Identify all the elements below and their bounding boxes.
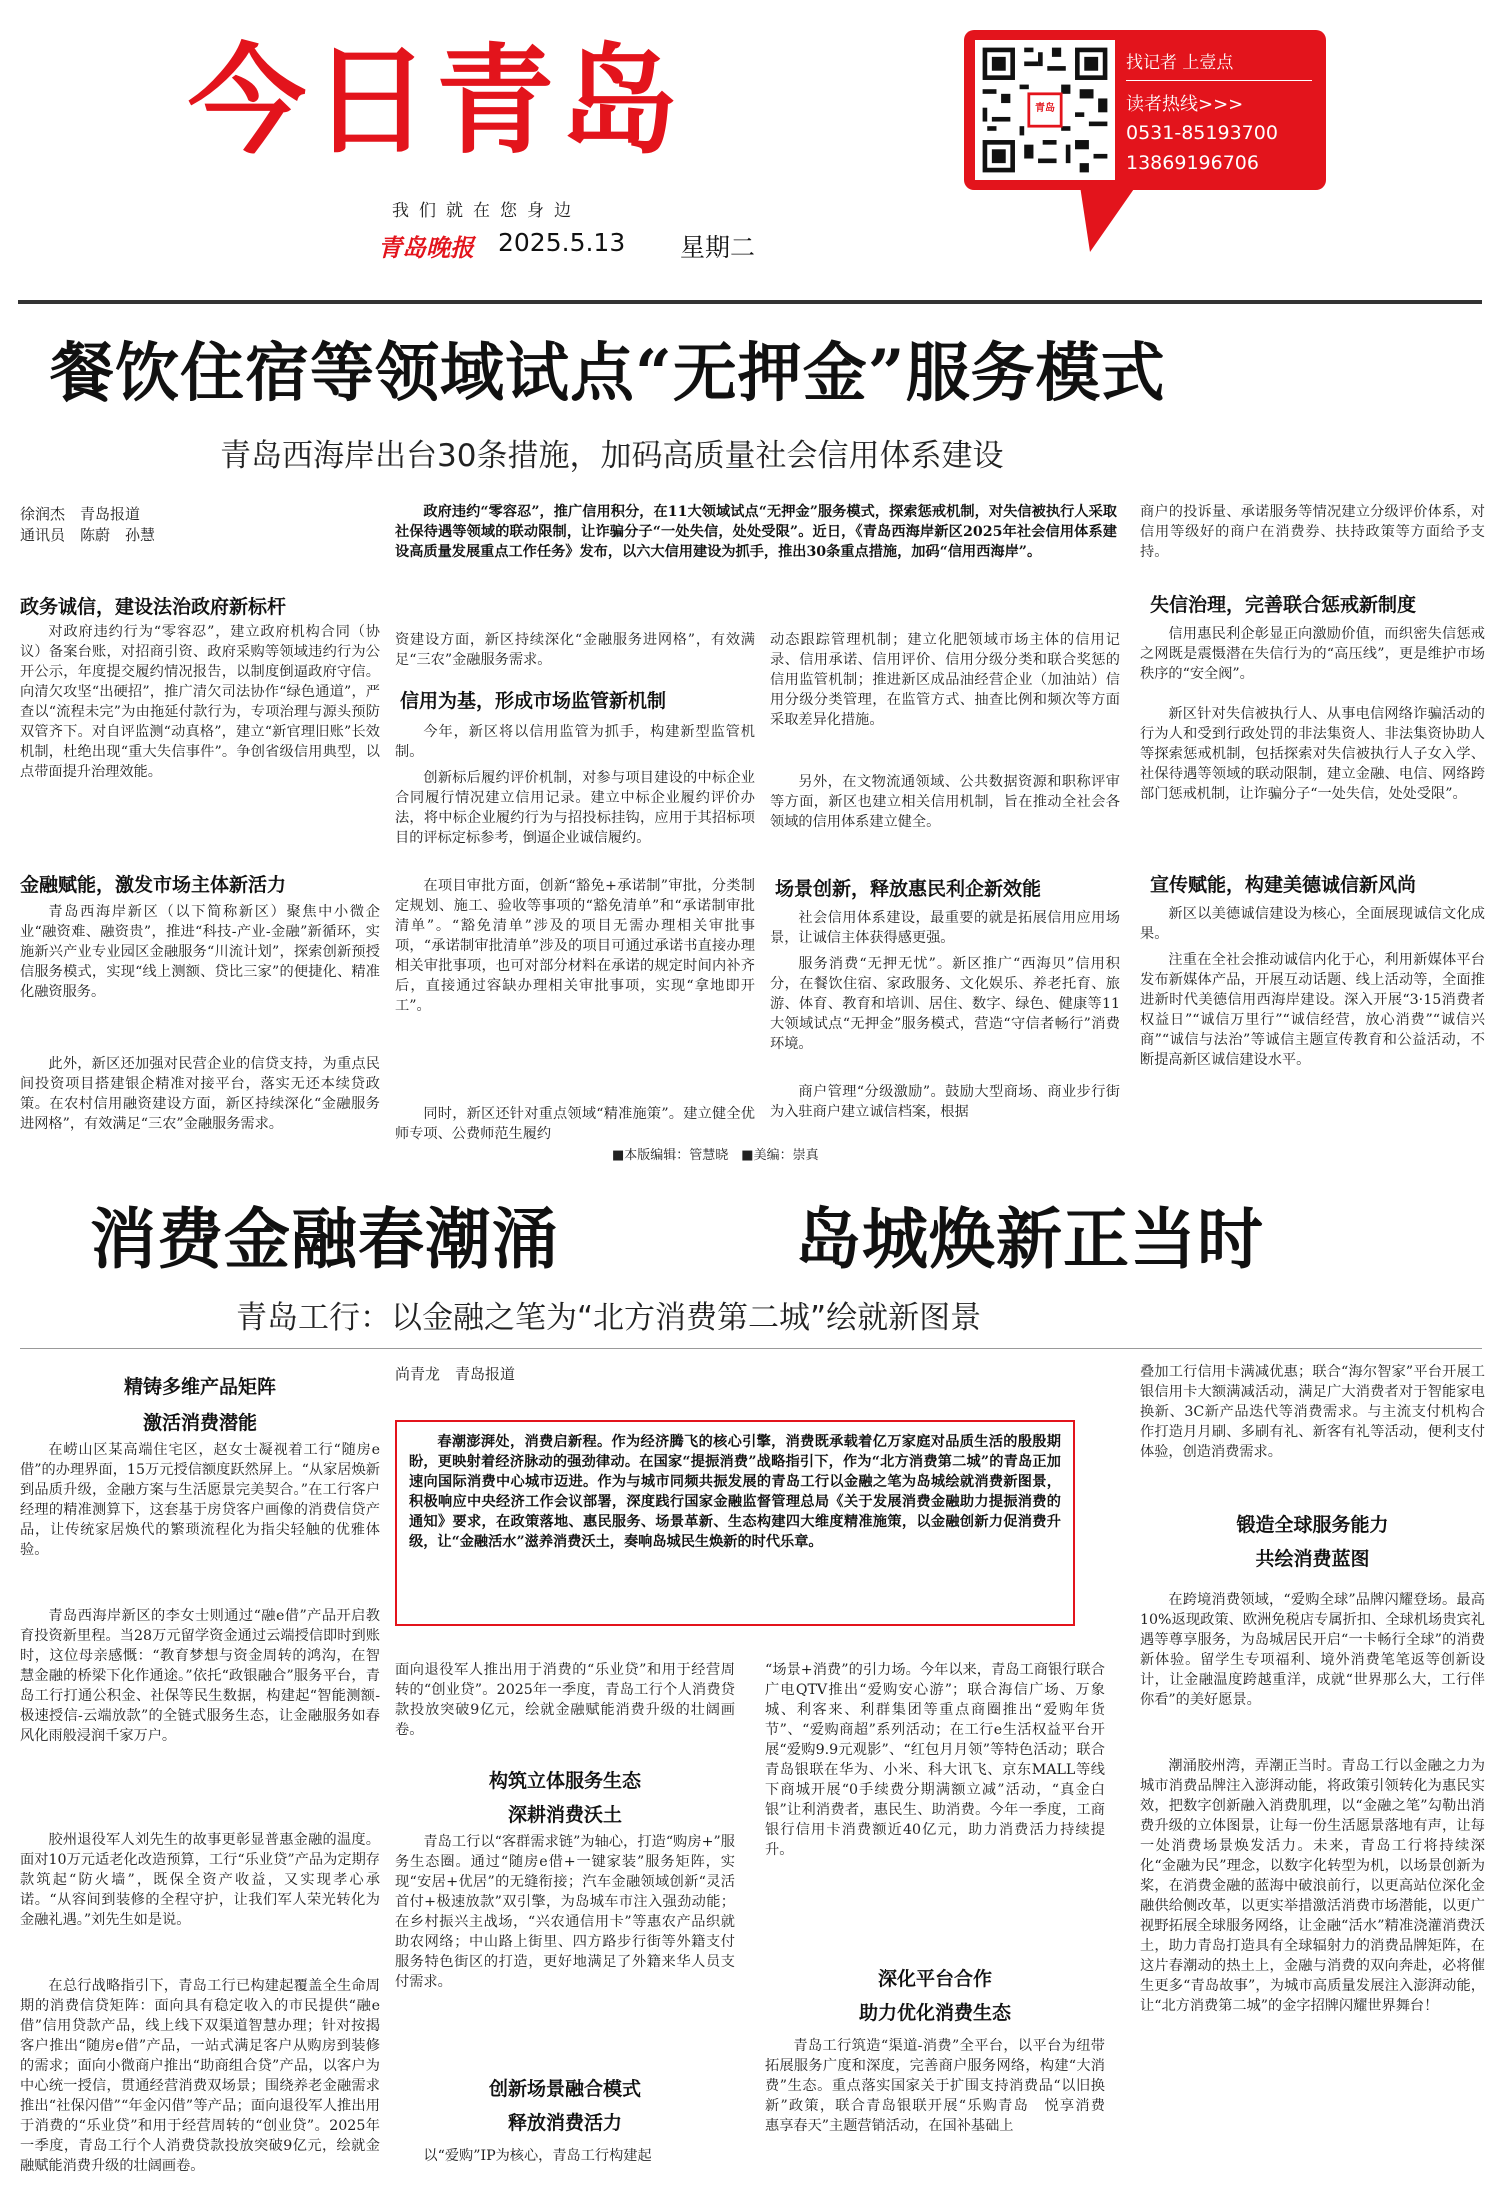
a1-section1-body: 对政府违约行为“零容忍”，建立政府机构合同（协议）备案台账，对招商引资、政府采购等领域违约行为公开公示，年度提交履约情况报告，以制度倒逼政府守信。向清欠攻坚“出硬招”，推广清欠司法协作“绿色通道”，严查以“流程未完”为由拖延付款行为，专项治理与源头预防双管齐下。对自评监测“动真格”，建立“新官理旧账”长效机制，杜绝出现“重大失信事件”。争创省级信用典型，以点带面提升治理效能。 [20,624,380,780]
article2-headline-b: 岛城焕新正当时 [795,1200,1264,1278]
a1-section4-body-1: 社会信用体系建设，最重要的就是拓展信用应用场景，让诚信主体获得感更强。 [770,910,1120,946]
masthead-slogan: 我们就在您身边 [392,201,581,221]
a2-section4-title-b: 助力优化消费生态 [858,2002,1011,2024]
a1-section3-title: 信用为基，形成市场监管新机制 [400,690,667,712]
a2-section1-body-1: 在崂山区某高端住宅区，赵女士凝视着工行“随房e借”的办理界面，15万元授信额度跃然屏上。“从家居焕新到品质升级，金融方案与生活愿景完美契合。”在工行客户经理的精准测算下，这套基于房贷客户画像的消费信贷产品，让传统家居焕代的繁琐流程化为指尖轻触的优雅体验。 [20,1442,380,1558]
page-editors: ■本版编辑：管慧晓 ■美编：崇真 [612,1148,819,1163]
a2-section4-title-a: 深化平台合作 [877,1968,992,1990]
article2-byline: 尚青龙 青岛报道 [395,1365,516,1383]
a1-section5-body-1: 信用惠民利企彰显正向激励价值，而织密失信惩戒之网既是震慑潜在失信行为的“高压线”，更是维护市场秩序的“安全阀”。 [1140,626,1485,682]
byline-reporter: 徐润杰 青岛报道 [20,505,141,523]
a1-section1-title: 政务诚信，建设法治政府新标杆 [20,596,287,618]
article1-subhead: 青岛西海岸出台30条措施，加码高质量社会信用体系建设 [220,438,1004,474]
a1-section6-body-1: 新区以美德诚信建设为核心，全面展现诚信文化成果。 [1140,906,1485,942]
a1-section2-body-2: 此外，新区还加强对民营企业的信贷支持，为重点民间投资项目搭建银企精准对接平台，落实无还本续贷政策。在农村信用融资建设方面，新区持续深化“金融服务进网格”，有效满足“三农”金融服务需求。 [20,1056,380,1132]
a1-section3-body-3: 在项目审批方面，创新“豁免+承诺制”审批，分类制定规划、施工、验收等事项的“豁免清单”和“承诺制审批清单”。“豁免清单”涉及的项目无需办理相关审批事项，“承诺制审批清单”涉及的项目可通过承诺书直接办理相关审批事项，也可对部分材料在承诺的规定时间内补齐后，直接通过容缺办理相关审批事项，实现“拿地即开工”。 [395,878,755,1014]
a2-section5-body-2: 潮涌胶州湾，弄潮正当时。青岛工行以金融之力为城市消费品牌注入澎湃动能，将政策引领转化为惠民实效，把数字创新融入消费肌理，以“金融之笔”勾勒出消费升级的立体图景，让每一份生活愿景落地有声，让每一处消费场景焕发活力。未来，青岛工行将持续深化“金融为民”理念，以数字化转型为机，以场景创新为桨，在消费金融的蓝海中破浪前行，以更高站位深化金融供给侧改革，以更实举措激活消费市场潜能，以更广视野拓展全球服务网络，让金融“活水”精准浇灌消费沃土，助力青岛打造具有全球辐射力的消费品牌矩阵，在这片春潮动的热土上，金融与消费的双向奔赴，必将催生更多“青岛故事”，为城市高质量发展注入澎湃动能，让“北方消费第二城”的金字招牌闪耀世界舞台！ [1140,1758,1485,2014]
a2-section2-title-a: 构筑立体服务生态 [488,1770,641,1792]
a1-section4-body-3-cont: 商户的投诉量、承诺服务等情况建立分级评价体系，对信用等级好的商户在消费券、扶持政策等方面给予支持。 [1140,504,1485,560]
article1-lede: 政府违约“零容忍”，推广信用积分，在11大领域试点“无押金”服务模式，探索惩戒机制，对失信被执行人采取社保待遇等领域的联动限制，让诈骗分子“一处失信，处处受限”。近日，《青岛西海岸新区2025年社会信用体系建设高质量发展重点工作任务》发布，以六大信用建设为抓手，推出30条重点措施，加码“信用西海岸”。 [395,504,1117,560]
hotline-phone-1: 0531-85193700 [1126,122,1278,144]
a2-section1-body-3: 胶州退役军人刘先生的故事更彰显普惠金融的温度。面对10万元适老化改造预算，工行“乐业贷”产品为定期存款筑起“防火墙”，既保全资产收益，又实现孝心承诺。“从容间到装修的全程守护，让我们军人荣光转化为金融礼遇。”刘先生如是说。 [20,1832,380,1928]
a2-section3-body-1: 以“爱购”IP为核心，青岛工行构建起 [423,2148,652,2164]
masthead-title: 今日青岛 [188,32,685,170]
a2-section1-body-4-cont: 面向退役军人推出用于消费的“乐业贷”和用于经营周转的“创业贷”。2025年一季度，青岛工行个人消费贷款投放突破9亿元，绘就金融赋能消费升级的壮阔画卷。 [395,1662,735,1738]
a2-section4-body-cont: 叠加工行信用卡满减优惠；联合“海尔智家”平台开展工银信用卡大额满减活动，满足广大消费者对于智能家电换新、3C新产品迭代等消费需求。与主流支付机构合作打造月月刷、多刷有礼、新客有礼等活动，便利支付体验，创造消费需求。 [1140,1364,1485,1460]
a2-section5-title-a: 锻造全球服务能力 [1236,1514,1389,1536]
hotline-label: 读者热线>>> [1126,94,1244,115]
find-reporter-text: 找记者 上壹点 [1126,53,1234,73]
article2-subhead: 青岛工行：以金融之笔为“北方消费第二城”绘就新图景 [236,1300,982,1336]
article2-top-rule [20,1348,1482,1349]
a2-section3-title-b: 释放消费活力 [507,2112,622,2134]
a1-section4-body-2: 服务消费“无押无忧”。新区推广“西海贝”信用积分，在餐饮住宿、家政服务、文化娱乐、养老托育、旅游、体育、教育和培训、居住、数字、绿色、健康等11大领域试点“无押金”服务模式，营造“守信者畅行”消费环境。 [770,956,1120,1052]
brand-logo: 青岛晚报 [378,233,474,262]
hotline-phone-2: 13869196706 [1126,152,1259,174]
a1-section3-body-2: 创新标后履约评价机制，对参与项目建设的中标企业合同履行情况建立信用记录。建立中标企业履约评价办法，将中标企业履约行为与招投标挂钩，应用于其招标项目的评标定标参考，倒逼企业诚信履约。 [395,770,755,846]
a1-section5-body-2: 新区针对失信被执行人、从事电信网络诈骗活动的行为人和受到行政处罚的非法集资人、非法集资协助人等探索惩戒机制，包括探索对失信被执行人子女入学、社保待遇等领域的联动限制，建立金融、电信、网络跨部门惩戒机制，让诈骗分子“一处失信，处处受限”。 [1140,706,1485,802]
a1-section3-body-1: 今年，新区将以信用监管为抓手，构建新型监管机制。 [395,724,755,760]
a2-section1-body-4: 在总行战略指引下，青岛工行已构建起覆盖全生命周期的消费信贷矩阵：面向具有稳定收入的市民提供“融e借”信用贷款产品，线上线下双渠道智慧办理；针对按揭客户推出“随房e借”产品，一站式满足客户从购房到装修的需求；面向小微商户推出“助商组合贷”产品，以客户为中心统一授信，贯通经营消费双场景；围绕养老金融需求推出“社保闪借”“年金闪借”等产品；面向退役军人推出用于消费的“乐业贷”和用于经营周转的“创业贷”。2025年一季度，青岛工行个人消费贷款投放突破9亿元，绘就金融赋能消费升级的壮阔画卷。 [20,1978,380,2174]
a1-section2-body-cont: 资建设方面，新区持续深化“金融服务进网格”，有效满足“三农”金融服务需求。 [395,632,755,668]
a1-section6-body-2: 注重在全社会推动诚信内化于心，利用新媒体平台发布新媒体产品，开展互动话题、线上活动等，全面推进新时代美德信用西海岸建设。深入开展“3·15消费者权益日”“诚信万里行”“诚信经营，放心消费”“诚信兴商”“诚信与法治”等诚信主题宣传教育和公益活动，不断提高新区诚信建设水平。 [1140,952,1485,1068]
article2-headline-a: 消费金融春潮涌 [90,1200,559,1278]
a2-section3-body-cont: “场景+消费”的引力场。今年以来，青岛工商银行联合广电QTV推出“爱购安心游”；联合海信广场、万象城、利客来、利群集团等重点商圈推出“爱购年货节”、“爱购商超”系列活动；在工行e生活权益平台开展“爱购9.9元观影”、“红包月月领”等特色活动；联合青岛银联在华为、小米、科大讯飞、京东MALL等线下商城开展“0手续费分期满额立减”活动，“真金白银”让利消费者，惠民生、助消费。今年一季度，工商银行信用卡消费额近40亿元，助力消费活力持续提升。 [765,1662,1105,1858]
issue-weekday: 星期二 [680,233,756,262]
issue-date: 2025.5.13 [498,228,626,257]
article1-byline [20,504,380,546]
masthead-rule [18,300,1482,304]
a2-section1-title-b: 激活消费潜能 [142,1412,257,1434]
a2-section5-title-b: 共绘消费蓝图 [1255,1548,1370,1570]
a1-section2-body: 青岛西海岸新区（以下简称新区）聚焦中小微企业“融资难、融资贵”，推进“科技-产业-金融”新循环，实施新兴产业专业园区金融服务“川流计划”，探索创新预授信服务模式，实现“线上测额、贷比三家”的便捷化、精准化融资服务。 [20,904,380,1000]
a2-section2-title-b: 深耕消费沃土 [507,1804,622,1826]
a1-section3-body-5: 另外，在文物流通领域、公共数据资源和职称评审等方面，新区也建立相关信用机制，旨在推动全社会各领域的信用体系建立健全。 [770,774,1120,830]
article2-lede-box [395,1420,1075,1626]
qr-code[interactable] [975,40,1115,180]
article1-headline: 餐饮住宿等领域试点“无押金”服务模式 [50,336,1166,411]
a2-section3-title-a: 创新场景融合模式 [488,2078,641,2100]
bubble-divider [1126,80,1312,81]
a1-section4-title: 场景创新，释放惠民利企新效能 [775,878,1042,900]
bubble-tail [1080,186,1140,256]
a1-section4-body-3: 商户管理“分级激励”。鼓励大型商场、商业步行街为入驻商户建立诚信档案，根据 [770,1084,1120,1120]
a2-section1-title-a: 精铸多维产品矩阵 [123,1376,276,1398]
a1-section2-title: 金融赋能，激发市场主体新活力 [20,874,287,896]
a1-section3-body-4-cont: 动态跟踪管理机制；建立化肥领域市场主体的信用记录、信用承诺、信用评价、信用分级分类和联合奖惩的信用监管机制；推进新区成品油经营企业（加油站）信用分级分类管理，在监管方式、抽查比例和频次等方面采取差异化措施。 [770,632,1120,728]
a1-section5-title: 失信治理，完善联合惩戒新制度 [1150,594,1417,616]
a2-section4-body: 青岛工行筑造“渠道-消费”全平台，以平台为纽带拓展服务广度和深度，完善商户服务网络，构建“大消费”生态。重点落实国家关于扩围支持消费品“以旧换新”政策，联合青岛银联开展“乐购青岛 悦享消费 惠享春天”主题营销活动，在国补基础上 [765,2038,1120,2134]
a2-section2-body: 青岛工行以“客群需求链”为轴心，打造“购房+”服务生态圈。通过“随房e借+一键家装”服务矩阵，实现“安居+优居”的无缝衔接；汽车金融领域创新“灵活首付+极速放款”双引擎，为岛城车市注入强劲动能；在乡村振兴主战场，“兴农通信用卡”等惠农产品织就助农网络；中山路上街里、四方路步行街等外籍支付服务特色街区的打造，更好地满足了外籍来华人员支付需求。 [395,1834,735,1990]
qr-logo-text: 青岛 [1035,103,1055,114]
a1-section3-body-4: 同时，新区还针对重点领域“精准施策”。建立健全优师专项、公费师范生履约 [395,1106,755,1142]
a2-section1-body-2: 青岛西海岸新区的李女士则通过“融e借”产品开启教育投资新里程。当28万元留学资金通过云端授信即时到账时，这位母亲感慨：“教育梦想与资金周转的鸿沟，在智慧金融的桥梁下化作通途。”依托“政银融合”服务平台，青岛工行打通公积金、社保等民生数据，构建起“智能测额-极速授信-云端放款”的全链式服务生态，让金融服务如春风化雨般浸润千家万户。 [20,1608,380,1744]
byline-correspondents: 通讯员 陈蔚 孙慧 [20,526,156,544]
a2-section5-body-1: 在跨境消费领域，“爱购全球”品牌闪耀登场。最高10%返现政策、欧洲免税店专属折扣、全球机场贵宾礼遇等尊享服务，为岛城居民开启“一卡畅行全球”的消费新体验。留学生专项福利、境外消费笔笔返等创新设计，让金融温度跨越重洋，成就“世界那么大，工行伴你看”的美好愿景。 [1140,1592,1485,1708]
article2-lede: 春潮澎湃处，消费启新程。作为经济腾飞的核心引擎，消费既承载着亿万家庭对品质生活的殷殷期盼，更映射着经济脉动的强劲律动。在国家“提振消费”战略指引下，作为“北方消费第二城”的青岛正加速向国际消费中心城市迈进。作为与城市同频共振发展的青岛工行以金融之笔为岛城绘就消费新图景，积极响应中央经济工作会议部署，深度践行国家金融监督管理总局《关于发展消费金融助力提振消费的通知》要求，在政策落地、惠民服务、场景革新、生态构建四大维度精准施策，以金融创新力促消费升级，让“金融活水”滋养消费沃土，奏响岛城民生焕新的时代乐章。 [409,1434,1061,1550]
a1-section6-title: 宣传赋能，构建美德诚信新风尚 [1150,874,1417,896]
